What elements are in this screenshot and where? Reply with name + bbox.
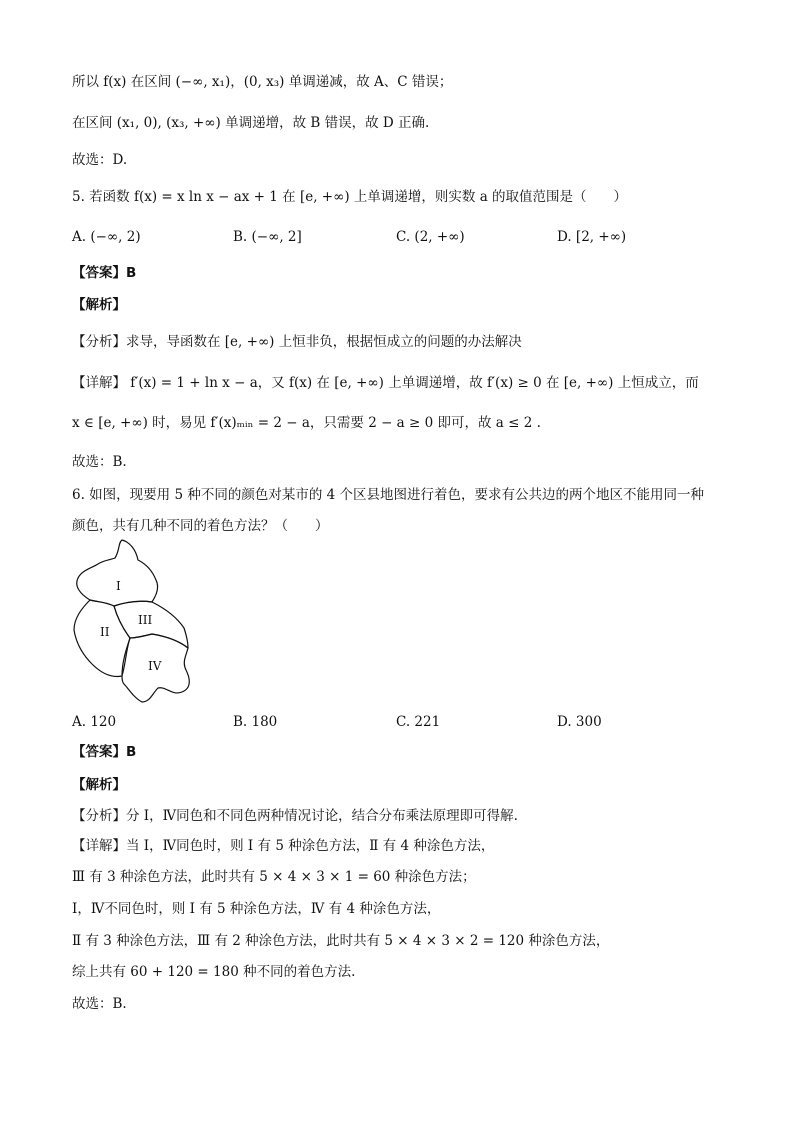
question-6: 颜色，共有几种不同的着色方法？（ ） bbox=[72, 518, 329, 534]
region-map-diagram bbox=[68, 538, 198, 708]
detail-text: Ⅰ，Ⅳ不同色时，则 Ⅰ 有 5 种涂色方法，Ⅳ 有 4 种涂色方法， bbox=[72, 901, 441, 917]
map-label-i: I bbox=[116, 579, 121, 593]
question-6: 6. 如图，现要用 5 种不同的颜色对某市的 4 个区县地图进行着色，要求有公共边的两个地区不能用同一种 bbox=[72, 487, 705, 503]
map-label-iii: III bbox=[138, 613, 153, 627]
analysis-text: 【分析】分 Ⅰ，Ⅳ同色和不同色两种情况讨论，结合分布乘法原理即可得解. bbox=[72, 808, 518, 824]
detail-text: Ⅲ 有 3 种涂色方法，此时共有 5 × 4 × 3 × 1 = 60 种涂色方法； bbox=[72, 869, 476, 885]
q5-option-a: A. (−∞, 2) bbox=[72, 229, 141, 245]
answer-label: 【答案】B bbox=[72, 744, 137, 760]
q5-option-c: C. (2, +∞) bbox=[396, 229, 465, 245]
question-5: 5. 若函数 f(x) = x ln x − ax + 1 在 [e, +∞) 上单调递增，则实数 a 的取值范围是（ ） bbox=[72, 189, 628, 205]
map-label-ii: II bbox=[100, 625, 110, 639]
q6-option-b: B. 180 bbox=[233, 714, 278, 730]
choice-text: 故选：B. bbox=[72, 454, 127, 470]
q6-option-c: C. 221 bbox=[396, 714, 441, 730]
region-i bbox=[77, 540, 158, 606]
map-label-iv: IV bbox=[148, 659, 162, 673]
detail-text: 【详解】当 Ⅰ，Ⅳ同色时，则 Ⅰ 有 5 种涂色方法，Ⅱ 有 4 种涂色方法， bbox=[72, 838, 495, 854]
q6-option-a: A. 120 bbox=[72, 714, 117, 730]
analysis-heading: 【解析】 bbox=[72, 297, 126, 313]
analysis-text: 【分析】求导，导函数在 [e, +∞) 上恒非负，根据恒成立的问题的办法解决 bbox=[72, 334, 522, 350]
q6-option-d: D. 300 bbox=[557, 714, 602, 730]
choice-text: 故选：B. bbox=[72, 996, 127, 1012]
text-line: 故选：D. bbox=[72, 152, 128, 168]
detail-text: x ∈ [e, +∞) 时，易见 f′(x)ₘᵢₙ = 2 − a，只需要 2 − a ≥ 0 即可，故 a ≤ 2 . bbox=[72, 415, 541, 431]
answer-label: 【答案】B bbox=[72, 265, 137, 281]
q5-option-d: D. [2, +∞) bbox=[557, 229, 627, 245]
text-line: 在区间 (x₁, 0), (x₃, +∞) 单调递增，故 B 错误，故 D 正确. bbox=[72, 115, 430, 131]
text-line: 所以 f(x) 在区间 (−∞, x₁)，(0, x₃) 单调递减，故 A、C 错误； bbox=[72, 74, 453, 90]
analysis-heading: 【解析】 bbox=[72, 777, 126, 793]
q5-option-b: B. (−∞, 2] bbox=[233, 229, 302, 245]
detail-text: Ⅱ 有 3 种涂色方法，Ⅲ 有 2 种涂色方法，此时共有 5 × 4 × 3 × 2 = 120 种涂色方法， bbox=[72, 933, 610, 949]
detail-text: 综上共有 60 + 120 = 180 种不同的着色方法. bbox=[72, 964, 356, 980]
detail-text: 【详解】 f′(x) = 1 + ln x − a，又 f(x) 在 [e, +∞) 上单调递增，故 f′(x) ≥ 0 在 [e, +∞) 上恒成立，而 bbox=[72, 375, 699, 391]
